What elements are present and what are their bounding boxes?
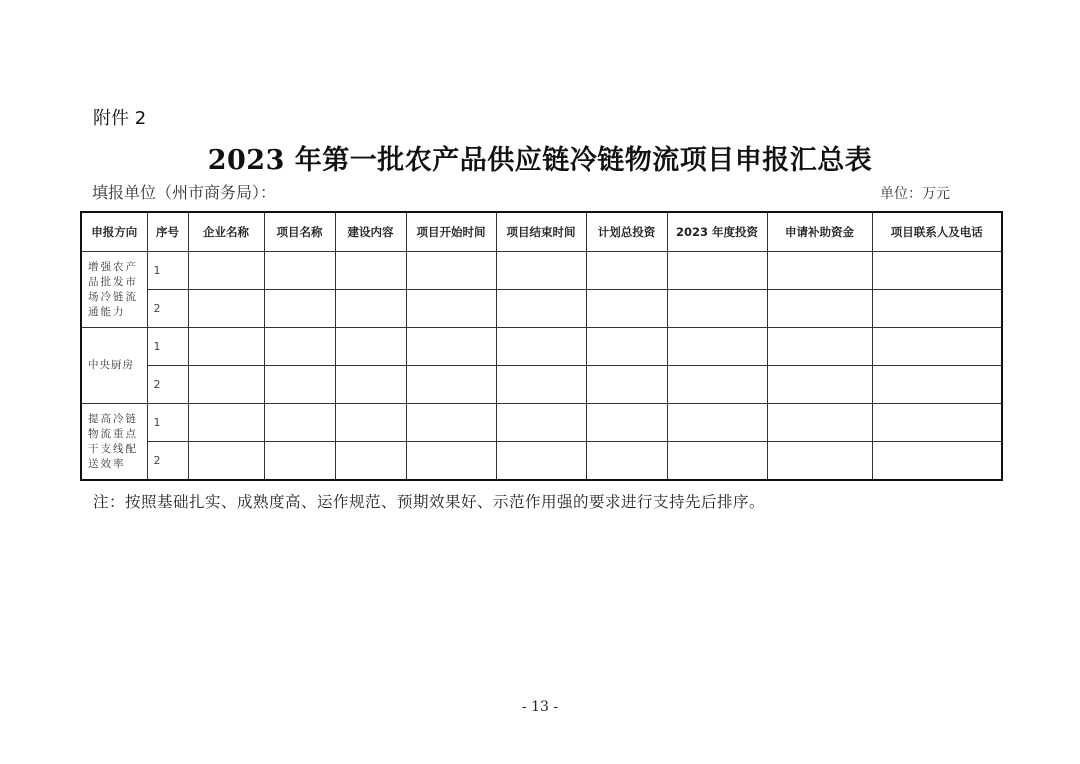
header-seq: 序号: [147, 212, 188, 252]
header-annual-investment: 2023 年度投资: [667, 212, 767, 252]
category-cell: 增强农产品批发市场冷链流通能力: [81, 252, 147, 328]
header-project-name: 项目名称: [264, 212, 335, 252]
seq-cell: 2: [147, 442, 188, 481]
table-row: [81, 366, 1002, 404]
table-row: [81, 328, 1002, 366]
page-title: 2023 年第一批农产品供应链冷链物流项目申报汇总表: [207, 145, 873, 176]
category-cell: 提高冷链物流重点干支线配送效率: [81, 404, 147, 481]
header-start-time: 项目开始时间: [406, 212, 496, 252]
page-number: - 13 -: [521, 699, 559, 715]
seq-cell: 1: [147, 404, 188, 442]
header-company: 企业名称: [188, 212, 264, 252]
header-end-time: 项目结束时间: [496, 212, 586, 252]
seq-cell: 2: [147, 290, 188, 328]
filler-unit-label: 填报单位（州市商务局）：: [92, 183, 277, 202]
attachment-label: 附件 2: [93, 108, 147, 129]
header-total-investment: 计划总投资: [586, 212, 667, 252]
header-contact: 项目联系人及电话: [872, 212, 1002, 252]
unit-label: 单位：万元: [880, 186, 950, 202]
table-row: [81, 404, 1002, 442]
header-construction: 建设内容: [335, 212, 406, 252]
seq-cell: 1: [147, 328, 188, 366]
summary-table: [80, 211, 1003, 481]
seq-cell: 1: [147, 252, 188, 290]
table-row: [81, 290, 1002, 328]
header-row: [81, 212, 1002, 252]
seq-cell: 2: [147, 366, 188, 404]
table-row: [81, 252, 1002, 290]
category-cell: 中央厨房: [81, 328, 147, 404]
header-subsidy: 申请补助资金: [767, 212, 872, 252]
footnote: 注：按照基础扎实、成熟度高、运作规范、预期效果好、示范作用强的要求进行支持先后排序。: [93, 493, 766, 511]
table-row: [81, 442, 1002, 481]
header-direction: 申报方向: [81, 212, 147, 252]
